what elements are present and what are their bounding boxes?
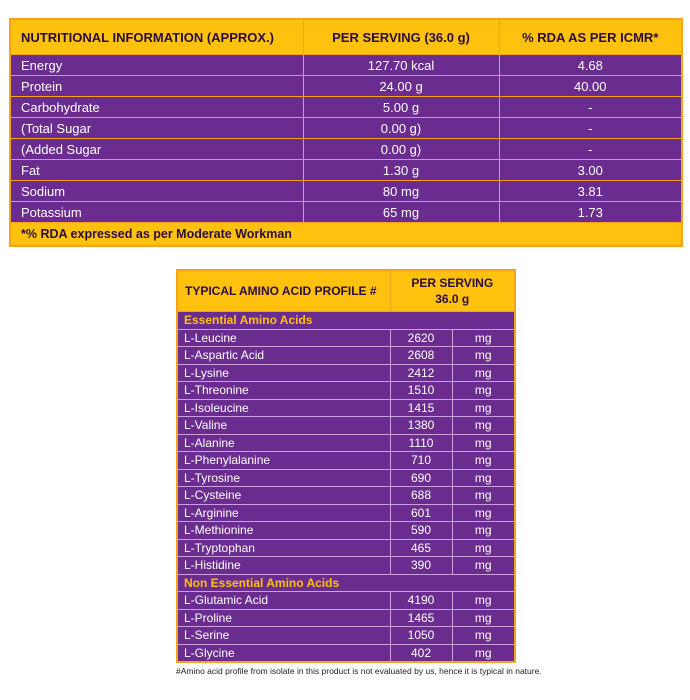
amino-value: 4190 (390, 592, 452, 610)
nutrition-table (9, 18, 683, 247)
amino-row (177, 592, 515, 610)
amino-value: 590 (390, 522, 452, 540)
amino-value: 1380 (390, 417, 452, 435)
nutrient-name: Energy (10, 55, 303, 76)
nutrition-row (10, 160, 682, 181)
amino-row (177, 522, 515, 540)
amino-row (177, 487, 515, 505)
amino-row (177, 329, 515, 347)
amino-name: L-Cysteine (177, 487, 390, 505)
amino-unit: mg (452, 452, 515, 470)
amino-header-serving (390, 270, 515, 312)
amino-row (177, 434, 515, 452)
amino-table (176, 269, 516, 663)
amino-row (177, 417, 515, 435)
nutrient-rda: 1.73 (499, 202, 682, 223)
nutrient-name: Carbohydrate (10, 97, 303, 118)
nutrition-header-name: NUTRITIONAL INFORMATION (APPROX.) (10, 19, 303, 55)
nutrient-per-serving: 0.00 g) (303, 118, 499, 139)
amino-name: L-Methionine (177, 522, 390, 540)
nutrient-name: (Added Sugar (10, 139, 303, 160)
nutrient-rda: 3.81 (499, 181, 682, 202)
nutrition-header-rda: % RDA AS PER ICMR* (499, 19, 682, 55)
amino-header-serving-line2: 36.0 g (435, 292, 470, 306)
amino-unit: mg (452, 539, 515, 557)
amino-value: 2608 (390, 347, 452, 365)
nutrient-per-serving: 80 mg (303, 181, 499, 202)
amino-unit: mg (452, 364, 515, 382)
amino-section-row (177, 574, 515, 592)
nutrition-header-row (10, 19, 682, 55)
amino-row (177, 399, 515, 417)
nutrition-row (10, 202, 682, 223)
nutrient-per-serving: 24.00 g (303, 76, 499, 97)
nutrient-per-serving: 65 mg (303, 202, 499, 223)
nutrient-per-serving: 5.00 g (303, 97, 499, 118)
amino-name: L-Alanine (177, 434, 390, 452)
amino-row (177, 609, 515, 627)
amino-row (177, 382, 515, 400)
nutrient-rda: - (499, 139, 682, 160)
nutrition-row (10, 181, 682, 202)
nutrient-rda: 4.68 (499, 55, 682, 76)
amino-value: 688 (390, 487, 452, 505)
amino-value: 1050 (390, 627, 452, 645)
amino-unit: mg (452, 504, 515, 522)
nutrient-per-serving: 1.30 g (303, 160, 499, 181)
nutrition-row (10, 97, 682, 118)
amino-value: 690 (390, 469, 452, 487)
amino-row (177, 469, 515, 487)
nutrient-rda: - (499, 97, 682, 118)
amino-value: 390 (390, 557, 452, 575)
amino-row (177, 452, 515, 470)
nutrition-panel (9, 18, 681, 247)
nutrition-row (10, 76, 682, 97)
amino-value: 1465 (390, 609, 452, 627)
amino-row (177, 644, 515, 662)
amino-panel (176, 269, 514, 663)
amino-value: 1510 (390, 382, 452, 400)
amino-row (177, 347, 515, 365)
amino-name: L-Phenylalanine (177, 452, 390, 470)
amino-section-title: Non Essential Amino Acids (177, 574, 515, 592)
amino-section-row (177, 312, 515, 330)
nutrition-row (10, 139, 682, 160)
amino-name: L-Glycine (177, 644, 390, 662)
amino-value: 465 (390, 539, 452, 557)
amino-row (177, 627, 515, 645)
amino-footnote: #Amino acid profile from isolate in this product is not evaluated by us, hence it is typical in nature. (176, 666, 542, 676)
amino-name: L-Isoleucine (177, 399, 390, 417)
amino-name: L-Histidine (177, 557, 390, 575)
nutrient-per-serving: 0.00 g) (303, 139, 499, 160)
amino-name: L-Arginine (177, 504, 390, 522)
amino-name: L-Lysine (177, 364, 390, 382)
nutrient-rda: 40.00 (499, 76, 682, 97)
amino-unit: mg (452, 417, 515, 435)
amino-name: L-Glutamic Acid (177, 592, 390, 610)
amino-unit: mg (452, 434, 515, 452)
amino-row (177, 539, 515, 557)
nutrient-name: Sodium (10, 181, 303, 202)
amino-header-serving-line1: PER SERVING (411, 276, 494, 290)
amino-name: L-Threonine (177, 382, 390, 400)
nutrition-header-serving: PER SERVING (36.0 g) (303, 19, 499, 55)
amino-name: L-Valine (177, 417, 390, 435)
amino-header-profile: TYPICAL AMINO ACID PROFILE # (177, 270, 390, 312)
amino-section-title: Essential Amino Acids (177, 312, 515, 330)
nutrition-row (10, 55, 682, 76)
amino-unit: mg (452, 487, 515, 505)
amino-name: L-Tyrosine (177, 469, 390, 487)
amino-unit: mg (452, 399, 515, 417)
amino-name: L-Serine (177, 627, 390, 645)
nutrition-footnote-row (10, 223, 682, 247)
amino-value: 1110 (390, 434, 452, 452)
amino-unit: mg (452, 557, 515, 575)
nutrient-rda: - (499, 118, 682, 139)
amino-value: 710 (390, 452, 452, 470)
amino-name: L-Proline (177, 609, 390, 627)
amino-value: 1415 (390, 399, 452, 417)
amino-header-row (177, 270, 515, 312)
amino-value: 2620 (390, 329, 452, 347)
nutrient-name: Fat (10, 160, 303, 181)
amino-unit: mg (452, 522, 515, 540)
amino-value: 402 (390, 644, 452, 662)
amino-name: L-Leucine (177, 329, 390, 347)
nutrient-name: Potassium (10, 202, 303, 223)
amino-value: 2412 (390, 364, 452, 382)
nutrient-per-serving: 127.70 kcal (303, 55, 499, 76)
amino-row (177, 364, 515, 382)
amino-unit: mg (452, 627, 515, 645)
nutrition-row (10, 118, 682, 139)
amino-unit: mg (452, 329, 515, 347)
nutrient-name: Protein (10, 76, 303, 97)
amino-unit: mg (452, 469, 515, 487)
amino-name: L-Aspartic Acid (177, 347, 390, 365)
nutrient-rda: 3.00 (499, 160, 682, 181)
amino-unit: mg (452, 592, 515, 610)
nutrition-footnote: *% RDA expressed as per Moderate Workman (10, 223, 682, 247)
amino-unit: mg (452, 347, 515, 365)
amino-value: 601 (390, 504, 452, 522)
amino-unit: mg (452, 382, 515, 400)
amino-name: L-Tryptophan (177, 539, 390, 557)
nutrient-name: (Total Sugar (10, 118, 303, 139)
amino-row (177, 504, 515, 522)
amino-row (177, 557, 515, 575)
amino-unit: mg (452, 644, 515, 662)
amino-unit: mg (452, 609, 515, 627)
